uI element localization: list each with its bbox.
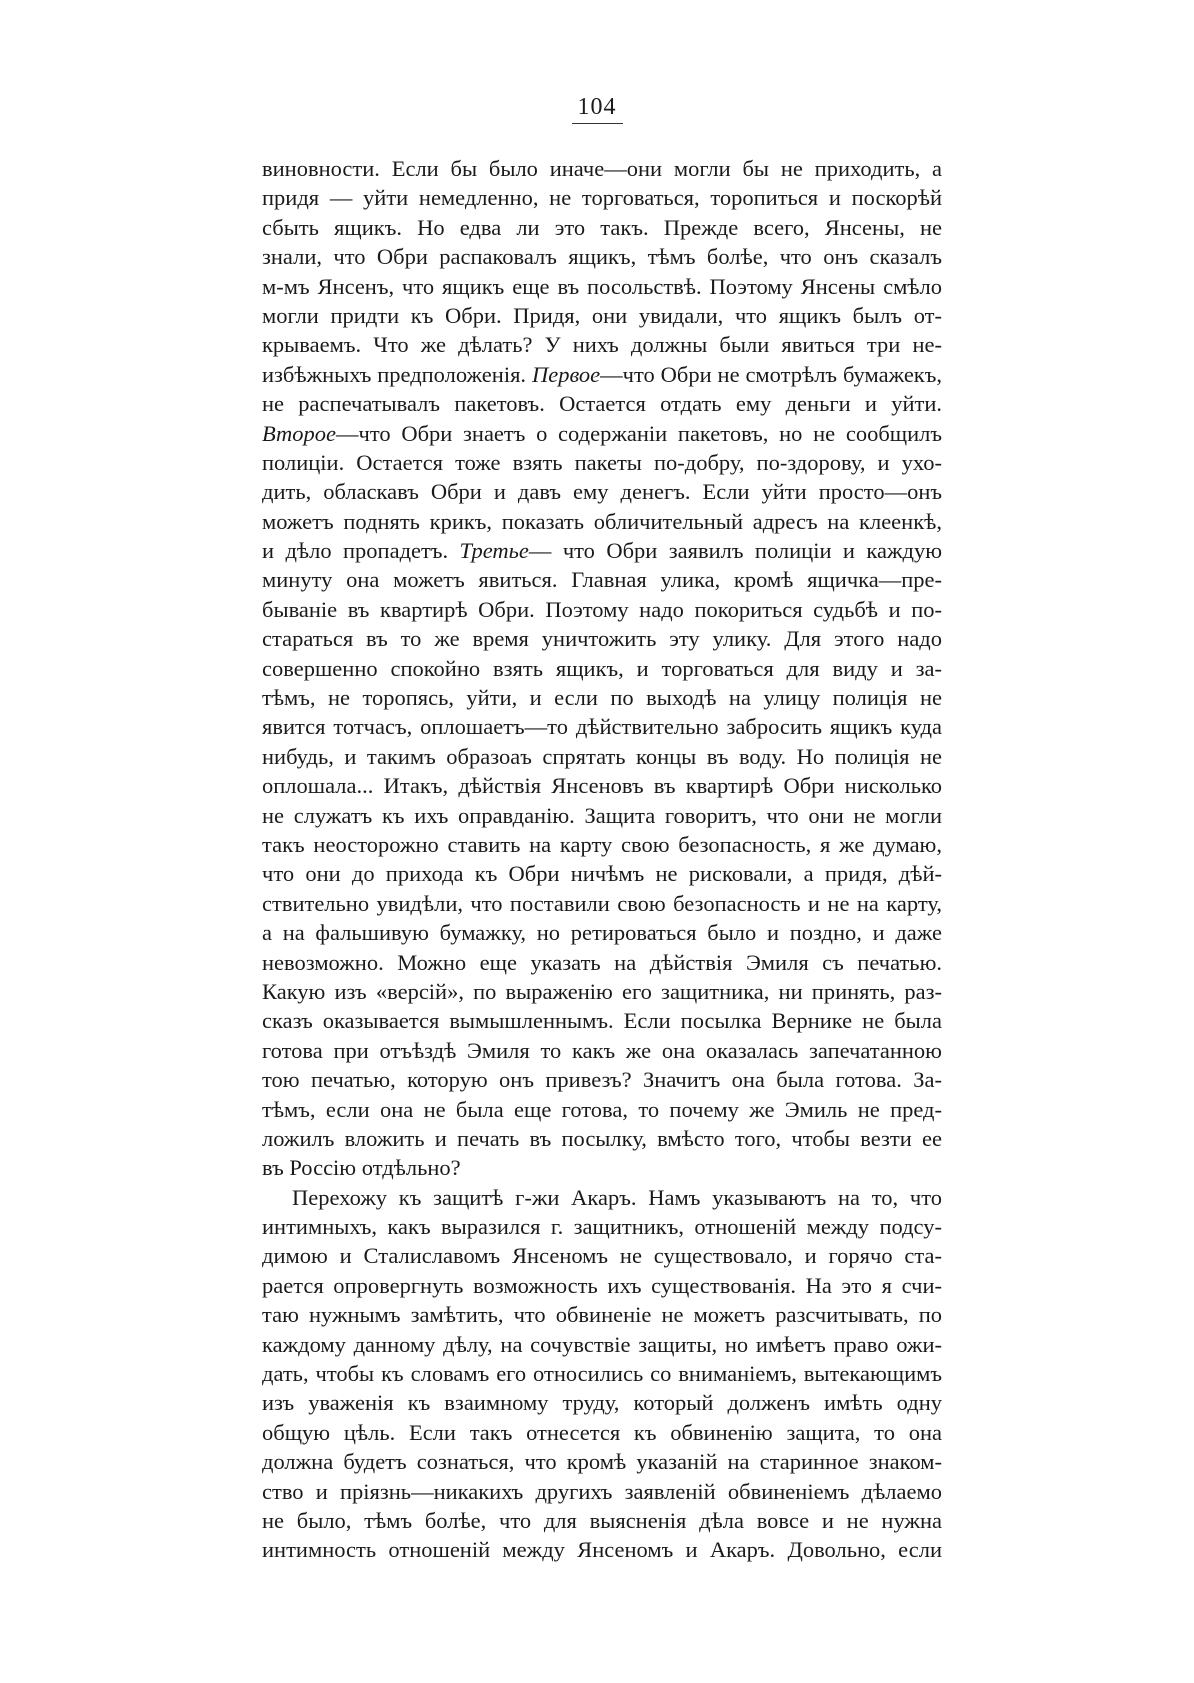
- line-text: дить, обласкавъ Обри и давъ ему денегъ. Если уйти просто—онъ: [262, 479, 942, 505]
- line-text: м-мъ Янсенъ, что ящикъ еще въ посольствѣ. Поэтому Янсены смѣло: [262, 273, 942, 299]
- text-line: [262, 154, 942, 183]
- line-text-rest: — что Обри заявилъ полиціи и каждую: [528, 538, 942, 564]
- text-line: [262, 1388, 942, 1417]
- line-text: невозможно. Можно еще указать на дѣйствія Эмиля съ печатью.: [262, 949, 942, 975]
- text-line: [262, 1418, 942, 1447]
- italic-term: Второе: [262, 420, 337, 446]
- line-text: а на фальшивую бумажку, но ретироваться было и поздно, и даже: [262, 920, 942, 946]
- line-text: сказъ оказывается вымышленнымъ. Если посылка Вернике не была: [262, 1008, 942, 1034]
- text-line: [262, 1095, 942, 1124]
- line-text: тою печатью, которую онъ привезъ? Значитъ она была готова. За-: [262, 1067, 942, 1093]
- text-line: [262, 1477, 942, 1506]
- line-text: знали, что Обри распаковалъ ящикъ, тѣмъ болѣе, что онъ сказалъ: [262, 244, 942, 270]
- line-text: интимность отношеній между Янсеномъ и Акаръ. Довольно, если: [262, 1537, 942, 1563]
- text-line: [262, 1241, 942, 1270]
- text-line: [262, 1447, 942, 1476]
- text-line: [262, 683, 942, 712]
- text-line: [262, 771, 942, 800]
- line-text: ложилъ вложить и печать въ посылку, вмѣсто того, чтобы везти ее: [262, 1125, 942, 1151]
- line-text: могли придти къ Обри. Придя, они увидали, что ящикъ былъ от-: [262, 302, 942, 328]
- text-line: [262, 889, 942, 918]
- text-line: [262, 801, 942, 830]
- text-line: [262, 859, 942, 888]
- line-text: тѣмъ, не торопясь, уйти, и если по выходѣ на улицу полиція не: [262, 685, 942, 711]
- text-line: [262, 1065, 942, 1094]
- line-text: такъ неосторожно ставить на карту свою безопасность, я же думаю,: [262, 831, 942, 857]
- line-text: димою и Сталиславомъ Янсеномъ не существовало, и горячо ста-: [262, 1243, 942, 1269]
- line-text: должна будетъ сознаться, что кромѣ указаній на старинное знаком-: [262, 1449, 942, 1475]
- text-line: [262, 1212, 942, 1241]
- italic-term: Третье: [459, 538, 529, 564]
- line-text: можетъ поднять крикъ, показать обличительный адресъ на клеенкѣ,: [262, 508, 942, 534]
- text-line: [262, 742, 942, 771]
- text-line: [262, 507, 942, 536]
- text-line: [262, 419, 942, 448]
- line-text: интимныхъ, какъ выразился г. защитникъ, отношеній между подсу-: [262, 1214, 942, 1240]
- text-line: [262, 595, 942, 624]
- line-text-rest: —что Обри знаетъ о содержаніи пакетовъ, но не сообщилъ: [336, 420, 942, 446]
- line-text: оплошала... Итакъ, дѣйствія Янсеновъ въ квартирѣ Обри нисколько: [262, 773, 942, 799]
- line-text: крываемъ. Что же дѣлать? У нихъ должны были явиться три не-: [262, 332, 942, 358]
- text-line: [262, 918, 942, 947]
- line-text: минуту она можетъ явиться. Главная улика, кромѣ ящичка—пре-: [262, 567, 942, 593]
- line-text: не служатъ къ ихъ оправданію. Защита говоритъ, что они не могли: [262, 802, 942, 828]
- text-line: [262, 977, 942, 1006]
- text-line: [262, 1124, 942, 1153]
- page-number: [0, 94, 1194, 124]
- text-line: [262, 712, 942, 741]
- line-text: рается опровергнуть возможность ихъ существованія. На это я счи-: [262, 1272, 942, 1298]
- line-text: Перехожу къ защитѣ г-жи Акаръ. Намъ указываютъ на то, что: [292, 1184, 942, 1210]
- text-line: [262, 360, 942, 389]
- text-line: [262, 536, 942, 565]
- text-line: [262, 565, 942, 594]
- line-text-rest: —что Обри не смотрѣлъ бумажекъ,: [600, 361, 942, 387]
- text-line: [262, 624, 942, 653]
- text-line: [262, 1183, 942, 1212]
- text-line: [262, 272, 942, 301]
- text-line: [262, 830, 942, 859]
- line-text: таю нужнымъ замѣтить, что обвиненіе не можетъ разсчитывать, по: [262, 1302, 942, 1328]
- line-text: Какую изъ «версій», по выраженію его защитника, ни принять, раз-: [262, 978, 942, 1004]
- line-text: что они до прихода къ Обри ничѣмъ не рисковали, а придя, дѣй-: [262, 861, 942, 887]
- text-line: [262, 1359, 942, 1388]
- text-line: [262, 948, 942, 977]
- page-number-text: 104: [572, 94, 623, 124]
- line-text: нибудь, и такимъ образоаъ спрятать концы въ воду. Но полиція не: [262, 743, 942, 769]
- text-line: [262, 330, 942, 359]
- line-text: бываніе въ квартирѣ Обри. Поэтому надо покориться судьбѣ и по-: [262, 596, 942, 622]
- line-text: не распечатывалъ пакетовъ. Остается отдать ему деньги и уйти.: [262, 391, 942, 417]
- text-line: [262, 1006, 942, 1035]
- text-line: [262, 1271, 942, 1300]
- text-line: [262, 213, 942, 242]
- text-line: [262, 1506, 942, 1535]
- text-line: [262, 389, 942, 418]
- line-text: ствительно увидѣли, что поставили свою безопасность и не на карту,: [262, 890, 942, 916]
- text-line: [262, 183, 942, 212]
- text-line: [262, 1535, 942, 1564]
- line-text: совершенно спокойно взять ящикъ, и торговаться для виду и за-: [262, 655, 942, 681]
- italic-term: Первое: [531, 361, 601, 387]
- text-line: [262, 1153, 942, 1182]
- text-line: [262, 448, 942, 477]
- line-text: полиціи. Остается тоже взять пакеты по-добру, по-здорову, и ухо-: [262, 449, 942, 475]
- line-text: сбыть ящикъ. Но едва ли это такъ. Прежде всего, Янсены, не: [262, 214, 942, 240]
- text-line: [262, 477, 942, 506]
- text-line: [262, 1300, 942, 1329]
- text-line: [262, 301, 942, 330]
- text-line: [262, 654, 942, 683]
- line-text: каждому данному дѣлу, на сочувствіе защиты, но имѣетъ право ожи-: [262, 1331, 942, 1357]
- text-line: [262, 1036, 942, 1065]
- line-text: общую цѣль. Если такъ отнесется къ обвиненію защита, то она: [262, 1419, 942, 1445]
- line-text: избѣжныхъ предположенія.: [262, 361, 532, 387]
- line-text: и дѣло пропадетъ.: [262, 538, 460, 564]
- text-line: [262, 1330, 942, 1359]
- line-text: дать, чтобы къ словамъ его относились со вниманіемъ, вытекающимъ: [262, 1361, 942, 1387]
- body-text: [262, 154, 942, 1565]
- line-text: стараться въ то же время уничтожить эту улику. Для этого надо: [262, 626, 942, 652]
- line-text: тѣмъ, если она не была еще готова, то почему же Эмиль не пред-: [262, 1096, 942, 1122]
- line-text: не было, тѣмъ болѣе, что для выясненія дѣла вовсе и не нужна: [262, 1507, 942, 1533]
- line-text: изъ уваженія къ взаимному труду, который долженъ имѣть одну: [262, 1390, 942, 1416]
- line-text: виновности. Если бы было иначе—они могли бы не приходить, а: [262, 156, 942, 181]
- line-text: въ Россію отдѣльно?: [262, 1155, 461, 1181]
- line-text: придя — уйти немедленно, не торговаться, торопиться и поскорѣй: [262, 185, 942, 211]
- line-text: готова при отъѣздѣ Эмиля то какъ же она оказалась запечатанною: [262, 1037, 942, 1063]
- line-text: явится тотчасъ, оплошаетъ—то дѣйствительно забросить ящикъ куда: [262, 714, 942, 740]
- line-text: ство и пріязнь—никакихъ другихъ заявленій обвиненіемъ дѣлаемо: [262, 1478, 942, 1504]
- text-line: [262, 242, 942, 271]
